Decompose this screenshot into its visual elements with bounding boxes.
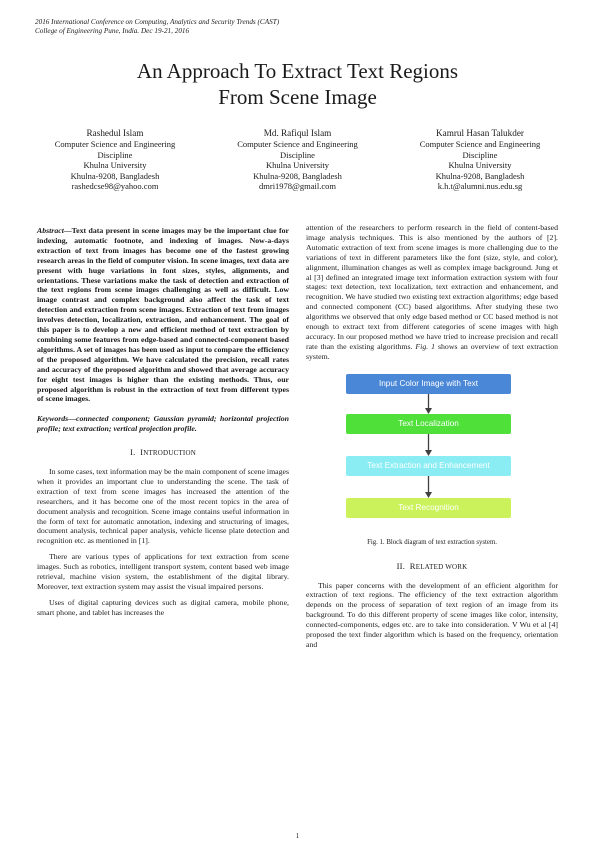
arrow-down-icon <box>427 434 430 454</box>
author-block <box>25 128 570 191</box>
author-email[interactable]: rashedcse98@yahoo.com <box>71 181 159 192</box>
conference-line-2: College of Engineering Pune, India. Dec 19-21, 2016 <box>35 27 190 35</box>
right-column <box>306 223 558 650</box>
author-dept: Computer Science and Engineering <box>237 139 358 150</box>
author-dept-2: Discipline <box>462 149 498 160</box>
author-2 <box>208 128 388 191</box>
arrow-down-icon <box>427 394 430 414</box>
abstract <box>37 226 289 404</box>
continuation-text: attention of the researchers to perform research in the field of content-based image analysis techniques. This is also mentioned by the authors of [2]. Automatic extraction of text from scene images is more challenging due to the variations of text in different parameters like the font (size, style, and color), alignment, illumination changes as well as complex image background. Jung et al [3] defined an integrated image text information extraction system with four stages: text detection, text localization, text extraction and enhancement, and recognition. We have studied two existing text extraction algorithms; edge based and connected component (CC) based algorithms. After studying these two algorithms we observed that only edge based method or CC based method is not enough to extract text from different categories of scene images with high accuracy. In our proposed method we have tried to increase precision and recall rate than the existing algorithms. <box>306 223 558 351</box>
continuation-end: shows an overview of text extraction system. <box>306 341 559 361</box>
page-number: 1 <box>295 832 300 840</box>
author-dept: Computer Science and Engineering <box>54 139 176 150</box>
author-name: Kamrul Hasan Talukder <box>436 128 524 138</box>
section-first-letter: R <box>409 560 416 571</box>
author-email[interactable]: k.h.t@alumni.nus.edu.sg <box>437 181 523 192</box>
keywords <box>37 414 289 434</box>
section-heading-related-work <box>306 562 558 573</box>
left-column <box>37 226 289 618</box>
keywords-label: Keywords <box>37 414 69 424</box>
keywords-text: —connected component; Gaussian pyramid; horizontal projection profile; text extraction; vertical projection profile. <box>37 414 289 434</box>
abstract-label: Abstract <box>37 226 64 235</box>
figure-block-diagram <box>306 374 558 536</box>
intro-paragraph-3: Uses of digital capturing devices such as digital camera, mobile phone, smart phone, and tablet has increases the <box>37 597 289 617</box>
paper-title <box>0 58 595 110</box>
section-rest: NTRODUCTION <box>143 449 196 458</box>
intro-continuation <box>306 223 558 362</box>
author-dept-2: Discipline <box>280 149 315 160</box>
diagram-box-localization: Text Localization <box>346 414 511 434</box>
intro-paragraph-1: In some cases, text information may be the main component of scene images when it provides an important clue to understanding the scene. The task of extraction of text from scene images has increased the attention of the researchers, and it has become one of the most recent topics in the area of document analysis and recognition. Scene image contains useful information in the form of text for automatic annotation, indexing and structuring of images, document analysis, technical paper analysis, vehicle license plate detection and recognition etc. as mentioned in [1]. <box>37 467 289 546</box>
author-1 <box>25 128 205 191</box>
diagram-box-input: Input Color Image with Text <box>346 374 511 394</box>
author-city: Khulna-9208, Bangladesh <box>253 170 342 181</box>
conference-line-1: 2016 International Conference on Computing, Analytics and Security Trends (CAST) <box>35 18 280 26</box>
figure-reference-link[interactable]: Fig. 1 <box>415 341 436 351</box>
author-dept: Computer Science and Engineering <box>419 139 541 150</box>
section-rest: ELATED WORK <box>415 562 468 571</box>
author-city: Khulna-9208, Bangladesh <box>435 170 525 181</box>
title-line-1: An Approach To Extract Text Regions <box>136 59 459 83</box>
related-work-paragraph: This paper concerns with the development of an efficient algorithm for extraction of text regions. The efficiency of the text extraction algorithm depends on the process of separation of text region of an image from its background. To do this different property of scene images like color, intensity, connected-components, edges etc. are to take into consideration. V Wu et al [4] proposed the text finder algorithm which is based on the frequency, orientation and <box>306 580 558 649</box>
author-university: Khulna University <box>83 160 147 171</box>
abstract-text: —Text data present in scene images may be the important clue for indexing, automatic footnote, and indexing of images. Now-a-days extraction of text from images has become one of the fastest growing research areas in the field of computer vision. In scene images, text data are present with huge variations in font sizes, styles, alignments, and orientations. These variations make the task of detection and extraction of the text regions from scene images challenging as well as difficult. Low image contrast and complex background also affect the task of text detection and extraction from scene images. Extraction of text from images involves detection, localization, extraction, and enhancement. The goal of this paper is to develop a new and efficient method of text extraction by combining some features from edge-based and connected-component based algorithms. A set of images has been used as input to compare the efficiency of the proposed algorithm. We have calculated the precision, recall rates and accuracy of the proposed algorithm and showed that average accuracy for eight test images is higher than the existing methods. Thus, our proposed algorithm is robust in the extraction of text from different types of scene images. <box>37 226 289 404</box>
section-first-letter: I <box>140 447 144 458</box>
author-name: Rashedul Islam <box>86 128 144 138</box>
author-city: Khulna-9208, Bangladesh <box>70 170 160 181</box>
arrow-down-icon <box>427 476 430 496</box>
author-3 <box>390 128 570 191</box>
author-email[interactable]: dmri1978@gmail.com <box>259 181 336 192</box>
section-numeral: II. <box>396 560 406 571</box>
title-line-2: From Scene Image <box>218 85 377 109</box>
intro-paragraph-2: There are various types of applications for text extraction from scene images. Such as robotics, intelligent transport system, content based web image retrieval, machine vision system, the establishment of the digital library. Moreover, text extraction system may assist the visual impaired persons. <box>37 552 289 591</box>
conference-header <box>35 18 279 36</box>
author-university: Khulna University <box>265 160 330 171</box>
diagram-box-extraction: Text Extraction and Enhancement <box>346 456 511 476</box>
diagram-box-recognition: Text Recognition <box>346 498 511 518</box>
figure-caption: Fig. 1. Block diagram of text extraction system. <box>367 538 497 546</box>
author-dept-2: Discipline <box>97 149 133 160</box>
author-name: Md. Rafiqul Islam <box>263 128 332 138</box>
author-university: Khulna University <box>448 160 512 171</box>
section-heading-introduction <box>37 448 289 459</box>
section-numeral: I. <box>130 447 136 458</box>
